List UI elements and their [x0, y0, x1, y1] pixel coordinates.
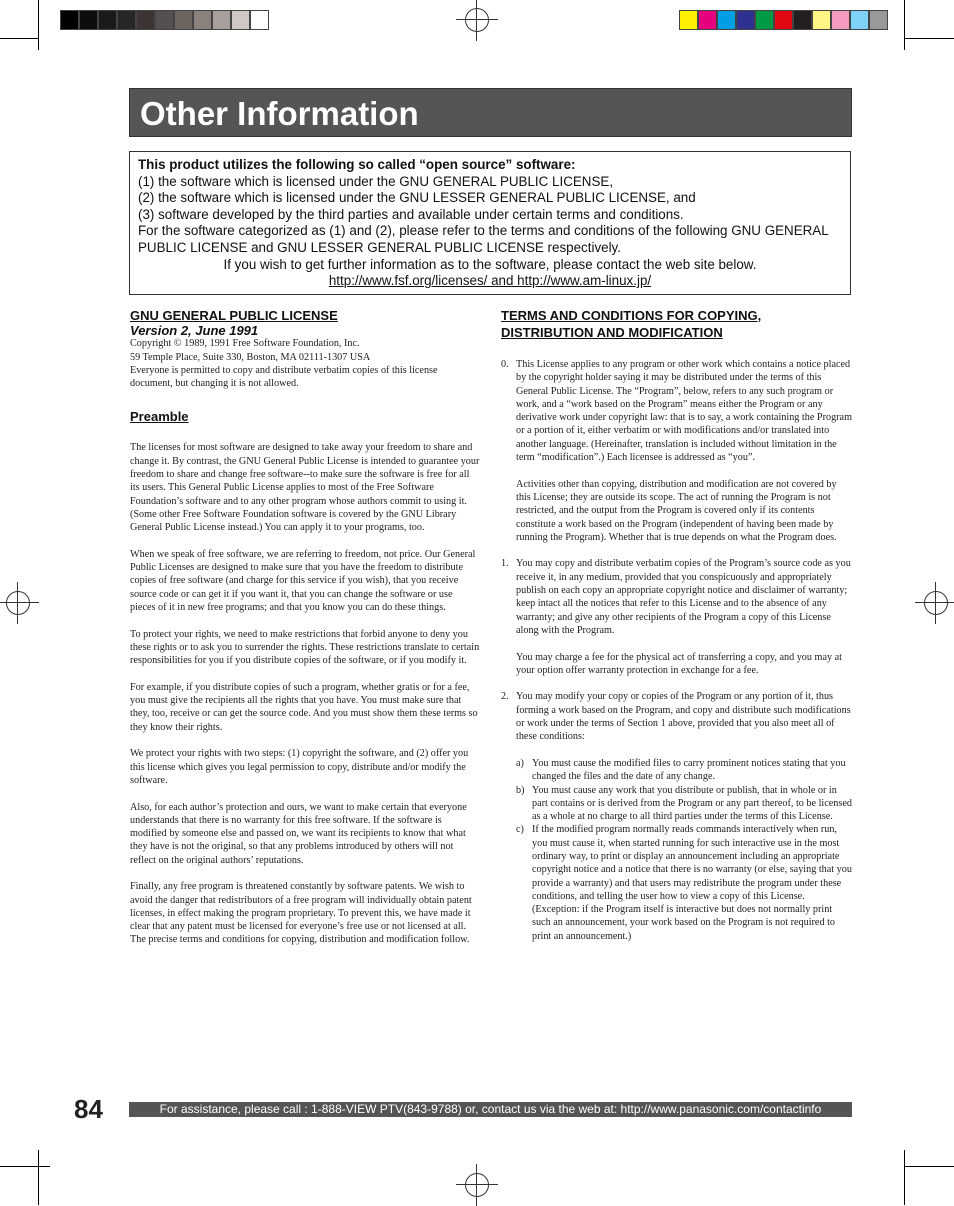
- preamble-paragraph: The licenses for most software are designed to take away your freedom to share and change it. By contrast, the GNU General Public License is intended to guarantee your freedom to share and change free software--to make sure the software is free for all its users. This General Public License applies to most of the Free Software Foundation’s software and to any other program whose authors commit to using it. (Some other Free Software Foundation software is covered by the GNU Library General Public License instead.) You can apply it to your programs, too.: [130, 442, 480, 534]
- section-text: This License applies to any program or other work which contains a notice placed by the copyright holder saying it may be distributed under the terms of this General Public License. The “Program”, below, refers to any such program or work, and a “work based on the Program” means either the Program or any derivative work under copyright law: that is to say, a work containing the Program or a portion of it, either verbatim or with modifications and/or translated into another language. (Hereinafter, translation is included without limitation in the term “modification”.) Each licensee is addressed as “you”.: [516, 359, 853, 464]
- color-swatch: [698, 10, 717, 30]
- preamble-paragraph: Also, for each author’s protection and ours, we want to make certain that everyone understands that there is no warranty for this free software. If the software is modified by someone else and passed on, we want its recipients to know that what they have is not the original, so that any problems introduced by others will not reflect on the original authors’ reputations.: [130, 801, 467, 866]
- preamble-paragraph: To protect your rights, we need to make restrictions that forbid anyone to deny you these rights or to ask you to surrender the rights. These restrictions translate to certain responsibilities for you if you distribute copies of the software, or if you modify it.: [130, 628, 480, 667]
- section-text: You may charge a fee for the physical act of transferring a copy, and you may at your option offer warranty protection in exchange for a fee.: [516, 651, 842, 676]
- permission-text: Everyone is permitted to copy and distribute verbatim copies of this license document, but changing it is not allowed.: [130, 364, 438, 390]
- color-swatch: [679, 10, 698, 30]
- section-2: [501, 690, 852, 943]
- color-swatch: [755, 10, 774, 30]
- section-text: You may modify your copy or copies of the Program or any portion of it, thus forming a work based on the Program, and copy and distribute such modifications or work under the terms of Section 1 above, provided that you also meet all of these conditions:: [516, 691, 851, 743]
- gray-swatch: [155, 10, 174, 30]
- gray-swatch: [117, 10, 136, 30]
- registration-mark-icon: [465, 8, 489, 32]
- footer-bar: [129, 1102, 852, 1117]
- preamble-paragraph: When we speak of free software, we are referring to freedom, not price. Our General Public Licenses are designed to make sure that you have the freedom to distribute copies of free software (and charge for this service if you wish), that you receive source code or can get it if you want it, that you can change the software or use pieces of it in new free programs; and that you know you can do these things.: [130, 548, 476, 614]
- color-swatch: [717, 10, 736, 30]
- gray-swatch: [193, 10, 212, 30]
- color-swatch: [736, 10, 755, 30]
- gray-swatch: [60, 10, 79, 30]
- notice-heading: This product utilizes the following so called “open source” software:: [138, 157, 576, 172]
- address-line: 59 Temple Place, Suite 330, Boston, MA 02111-1307 USA: [130, 351, 371, 363]
- closing-paragraph: The precise terms and conditions for copying, distribution and modification follow.: [130, 934, 470, 946]
- registration-mark-icon: [924, 591, 948, 615]
- gray-swatch: [174, 10, 193, 30]
- registration-mark-icon: [465, 1173, 489, 1197]
- condition-text: If the modified program normally reads commands interactively when run, you must cause it, when started running for such interactive use in the most ordinary way, to print or display an announcement including an appropriate copyright notice and a notice that there is no warranty (or else, saying that you provide a warranty) and that users may redistribute the program under these conditions, and telling the user how to view a copy of this License. (Exception: if the Program itself is interactive but does not normally print such an announcement, your work based on the Program is not required to print an announcement.): [532, 824, 852, 942]
- condition-c: [516, 823, 852, 943]
- crop-mark: [904, 38, 954, 39]
- open-source-notice-box: [129, 151, 851, 295]
- condition-label: a): [516, 757, 524, 769]
- footer-assistance-text: For assistance, please call : 1-888-VIEW PTV(843-9788) or, contact us via the web at: http://www.panasonic.com/contactinfo: [159, 1102, 822, 1116]
- notice-paragraph: For the software categorized as (1) and (2), please refer to the terms and conditions of the following GNU GENERAL PUBLIC LICENSE and GNU LESSER GENERAL PUBLIC LICENSE respectively.: [138, 223, 829, 255]
- terms-heading-line1: TERMS AND CONDITIONS FOR COPYING,: [501, 308, 762, 323]
- condition-label: c): [516, 824, 524, 836]
- notice-item: (2) the software which is licensed under the GNU LESSER GENERAL PUBLIC LICENSE, and: [138, 190, 696, 206]
- crop-mark: [38, 1150, 39, 1205]
- condition-text: You must cause the modified files to carry prominent notices stating that you changed the files and the date of any change.: [532, 757, 846, 783]
- section-0: [501, 358, 852, 544]
- crop-mark: [904, 1150, 905, 1205]
- section-number: 2.: [501, 691, 509, 703]
- crop-mark: [904, 0, 905, 50]
- gpl-heading: GNU GENERAL PUBLIC LICENSE: [130, 308, 338, 323]
- gray-swatch: [231, 10, 250, 30]
- color-swatch: [869, 10, 888, 30]
- crop-mark: [38, 0, 39, 50]
- crop-mark: [0, 1166, 50, 1167]
- color-swatch: [812, 10, 831, 30]
- section-1: [501, 557, 852, 677]
- color-swatch: [831, 10, 850, 30]
- preamble-paragraph: Finally, any free program is threatened constantly by software patents. We wish to avoid the danger that redistributors of a free program will individually obtain patent licenses, in effect making the program proprietary. To prevent this, we have made it clear that any patent must be licensed for everyone’s free use or not licensed at all.: [130, 881, 472, 933]
- section-number: 1.: [501, 558, 509, 570]
- condition-text: You must cause any work that you distribute or publish, that in whole or in part contains or is derived from the Program or any part thereof, to be licensed as a whole at no charge to all third parties under the terms of this License.: [532, 784, 852, 823]
- section-text: Activities other than copying, distribution and modification are not covered by this License; they are outside its scope. The act of running the Program is not restricted, and the output from the Program is covered only if its contents constitute a work based on the Program (independent of having been made by running the Program). Whether that is true depends on what the Program does.: [516, 478, 837, 543]
- crop-mark: [0, 38, 38, 39]
- page-title: Other Information: [140, 95, 419, 132]
- gray-swatch: [98, 10, 117, 30]
- terms-heading-line2: DISTRIBUTION AND MODIFICATION: [501, 325, 723, 340]
- preamble-heading: Preamble: [130, 409, 189, 425]
- notice-contact: If you wish to get further information as to the software, please contact the web site below.: [223, 256, 757, 272]
- section-text: You may copy and distribute verbatim copies of the Program’s source code as you receive it, in any medium, provided that you conspicuously and appropriately publish on each copy an appropriate copyright notice and disclaimer of warranty; keep intact all the notices that refer to this License and to the absence of any warranty; and give any other recipients of the Program a copy of this License along with the Program.: [516, 558, 851, 636]
- gray-swatch: [250, 10, 269, 30]
- crop-mark: [904, 1166, 954, 1167]
- notice-item: (1) the software which is licensed under the GNU GENERAL PUBLIC LICENSE,: [138, 173, 614, 189]
- grayscale-calibration-bar: [60, 10, 269, 30]
- gray-swatch: [136, 10, 155, 30]
- gray-swatch: [212, 10, 231, 30]
- preamble-paragraph: For example, if you distribute copies of such a program, whether gratis or for a fee, you must give the recipients all the rights that you have. You must make sure that they, too, receive or can get the source code. And you must show them these terms so they know their rights.: [130, 681, 478, 733]
- notice-links[interactable]: http://www.fsf.org/licenses/ and http://www.am-linux.jp/: [328, 273, 652, 289]
- color-swatch: [774, 10, 793, 30]
- section-number: 0.: [501, 359, 509, 370]
- notice-item: (3) software developed by the third parties and available under certain terms and conditions.: [138, 206, 684, 222]
- registration-mark-icon: [6, 591, 30, 615]
- left-column: [130, 307, 480, 947]
- copyright-line: Copyright © 1989, 1991 Free Software Foundation, Inc.: [130, 338, 360, 350]
- color-swatch: [793, 10, 812, 30]
- condition-label: b): [516, 784, 525, 796]
- preamble-paragraph: We protect your rights with two steps: (1) copyright the software, and (2) offer you this license which gives you legal permission to copy, distribute and/or modify the software.: [130, 748, 469, 786]
- gpl-version: Version 2, June 1991: [130, 323, 259, 338]
- gray-swatch: [79, 10, 98, 30]
- color-swatch: [850, 10, 869, 30]
- condition-b: [516, 784, 852, 824]
- page-number: 84: [74, 1094, 103, 1124]
- right-column: [501, 307, 852, 943]
- title-bar: [129, 88, 852, 137]
- condition-a: [516, 757, 852, 784]
- color-calibration-bar: [679, 10, 888, 30]
